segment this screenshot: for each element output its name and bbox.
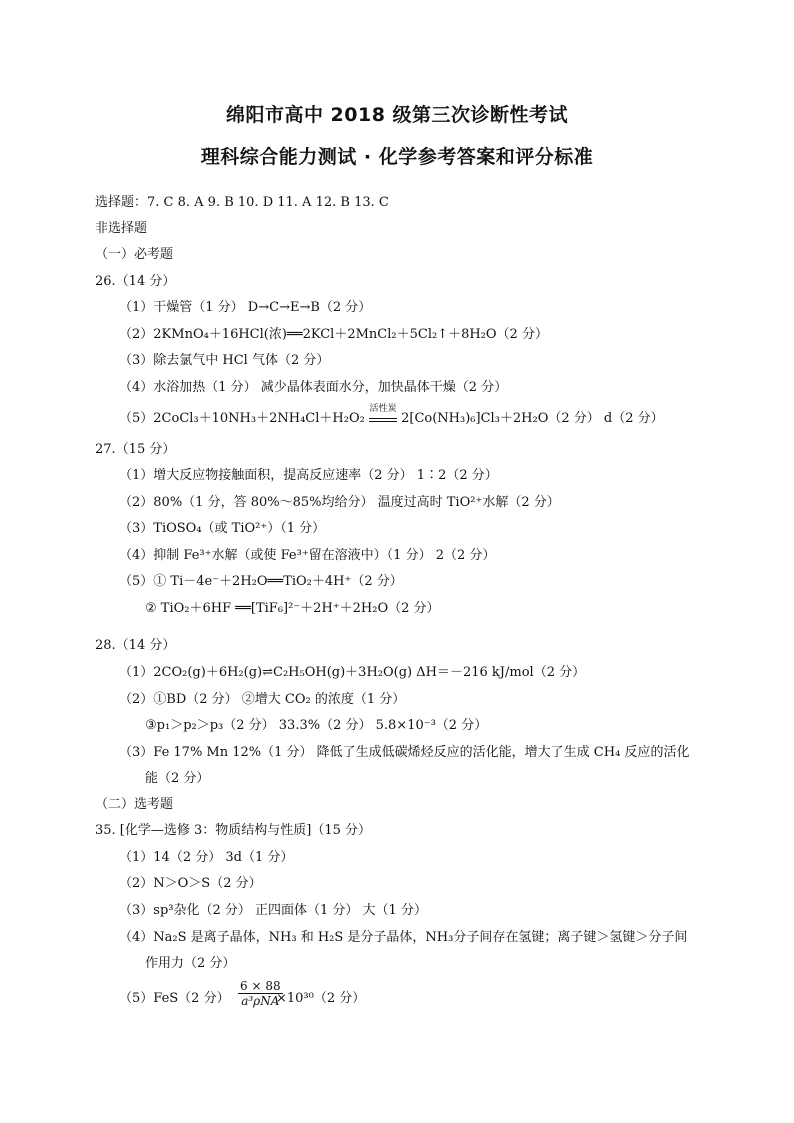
q27-answer-1: （1）增大反应物接触面积，提高反应速率（2 分） 1∶2（2 分） [119,468,498,483]
q28-answer-2b: ③p₁＞p₂＞p₃（2 分） 33.3%（2 分） 5.8×10⁻³（2 分） [145,718,488,733]
part1-heading: （一）必考题 [95,247,174,262]
q35-answer-3: （3）sp³杂化（2 分） 正四面体（1 分） 大（1 分） [119,903,427,918]
q26-answer-5 [119,404,664,428]
q28-answer-2a: （2）①BD（2 分） ②增大 CO₂ 的浓度（1 分） [119,692,406,707]
fraction-denominator: a³ρNA [241,994,280,1008]
part2-heading: （二）选考题 [95,797,174,812]
q27-answer-2: （2）80%（1 分，答 80%～85%均给分） 温度过高时 TiO²⁺水解（2 分） [119,495,560,510]
q26-answer-5-products: 2[Co(NH₃)₆]Cl₃＋2H₂O（2 分） d（2 分） [401,411,664,426]
q28-answer-3b: 能（2 分） [145,771,210,786]
q27-answer-3: （3）TiOSO₄（或 TiO²⁺）（1 分） [119,521,326,536]
q26-answer-2: （2）2KMnO₄＋16HCl(浓)══2KCl＋2MnCl₂＋5Cl₂↑＋8H₂O（2 分） [119,327,548,342]
q28-answer-1: （1）2CO₂(g)＋6H₂(g)⇌C₂H₅OH(g)＋3H₂O(g) ΔH＝－216 kJ/mol（2 分） [119,665,586,680]
q35-answer-5-left: （5）FeS（2 分） [119,991,230,1006]
q28-heading: 28.（14 分） [95,638,176,653]
q26-answer-1: （1）干燥管（1 分） D→C→E→B（2 分） [119,300,372,315]
q35-answer-4b: 作用力（2 分） [145,956,236,971]
equals-sign [369,418,397,422]
nonchoice-heading: 非选择题 [95,221,148,236]
q26-answer-4: （4）水浴加热（1 分） 减少晶体表面水分，加快晶体干燥（2 分） [119,380,508,395]
title-line-1: 绵阳市高中 2018 级第三次诊断性考试 [225,104,569,126]
q27-answer-5b: ② TiO₂＋6HF ══[TiF₆]²⁻＋2H⁺＋2H₂O（2 分） [145,601,440,616]
q35-answer-5-right: ×10³⁰（2 分） [276,991,366,1006]
q28-answer-3a: （3）Fe 17% Mn 12%（1 分） 降低了生成低碳烯烃反应的活化能，增大了生成 CH₄ 反应的活化 [119,745,690,760]
q27-answer-4: （4）抑制 Fe³⁺水解（或使 Fe³⁺留在溶液中）（1 分） 2（2 分） [119,548,496,563]
fraction-numerator: 6 × 88 [240,979,281,993]
catalyst-label: 活性炭 [369,404,397,414]
q27-answer-5a: （5）① Ti－4e⁻＋2H₂O══TiO₂＋4H⁺（2 分） [119,574,403,589]
q35-heading: 35. [化学—选修 3：物质结构与性质]（15 分） [95,823,372,838]
title-line-2: 理科综合能力测试 · 化学参考答案和评分标准 [200,146,594,168]
q26-answer-5-reactants: （5）2CoCl₃＋10NH₃＋2NH₄Cl＋H₂O₂ [119,411,365,426]
q26-answer-3: （3）除去氯气中 HCl 气体（2 分） [119,353,330,368]
choice-answers: 选择题：7. C 8. A 9. B 10. D 11. A 12. B 13. C [95,195,389,210]
q35-answer-4a: （4）Na₂S 是离子晶体，NH₃ 和 H₂S 是分子晶体，NH₃分子间存在氢键；离子键＞氢键＞分子间 [119,930,688,945]
q27-heading: 27.（15 分） [95,442,176,457]
reaction-condition [369,404,397,428]
q35-answer-1: （1）14（2 分） 3d（1 分） [119,850,294,865]
q35-answer-2: （2）N＞O＞S（2 分） [119,876,262,891]
q26-heading: 26.（14 分） [95,274,176,289]
